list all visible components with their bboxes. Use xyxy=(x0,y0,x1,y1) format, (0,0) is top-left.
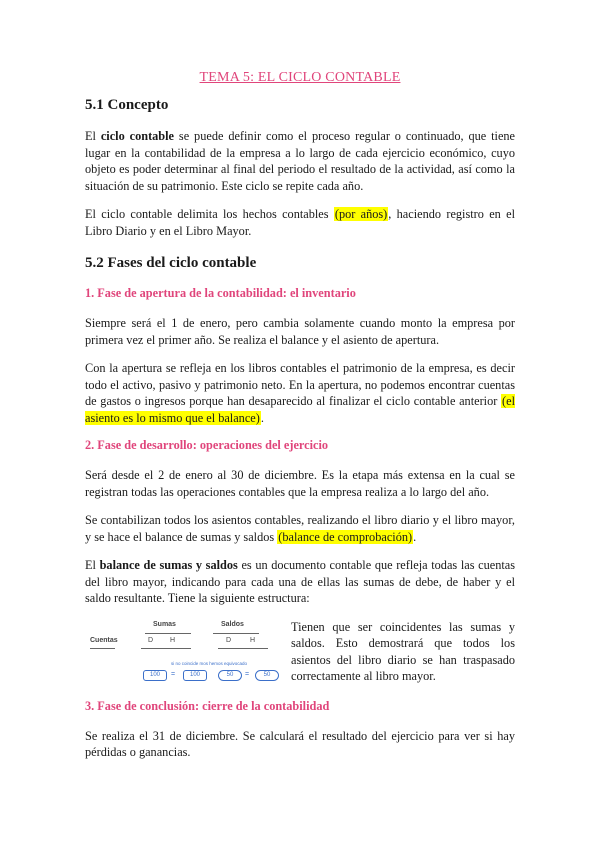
figure-value-box: 100 xyxy=(183,670,207,681)
text-run: es un documento contable que refleja todas las cuentas del libro mayor, indicando para cada una de ellas las sumas de debe, de haber y el saldo resultante. Tiene la siguiente estructura: xyxy=(85,558,516,605)
figure-value-oval: 50 xyxy=(255,670,279,681)
phase-heading-apertura: 1. Fase de apertura de la contabilidad: el inventario xyxy=(85,286,356,300)
figure-rule-cuentas xyxy=(90,648,115,649)
paragraph-desarrollo-1: Será desde el 2 de enero al 30 de diciembre. Es la etapa más extensa en la cual se registran todas las operaciones contables que la empresa realiza a lo largo del año. xyxy=(85,468,515,499)
phase-heading-desarrollo: 2. Fase de desarrollo: operaciones del ejercicio xyxy=(85,438,329,452)
document-title: TEMA 5: EL CICLO CONTABLE xyxy=(199,70,401,85)
text-run: se puede definir como el proceso regular o continuado, que tiene lugar en la contabilidad de la empresa a lo largo de cada ejercicio económico, cuyo objeto es poder determinar al final del periodo el resultado de la actividad, así como la situación de su patrimonio. Este ciclo se repite cada año. xyxy=(85,129,516,193)
figure-label-debe-sumas: D xyxy=(148,636,154,644)
paragraph-concepto-delimita xyxy=(85,206,515,239)
figure-rule-sumas-dh xyxy=(141,648,191,649)
figure-row xyxy=(85,619,515,689)
figure-equals-sign: = xyxy=(245,670,250,678)
bold-term-ciclo-contable: ciclo contable xyxy=(100,129,175,143)
paragraph-desarrollo-2 xyxy=(85,512,515,545)
section-heading-fases: 5.2 Fases del ciclo contable xyxy=(85,255,257,271)
figure-value-box: 100 xyxy=(143,670,167,681)
highlight-asiento-balance: (el asiento es lo mismo que el balance) xyxy=(85,394,515,425)
paragraph-concepto-definition xyxy=(85,128,515,194)
document-page xyxy=(85,70,515,773)
paragraph-desarrollo-3 xyxy=(85,557,515,607)
paragraph-apertura-1: Siempre será el 1 de enero, pero cambia solamente cuando monto la empresa por primera vez el primer año. Se realiza el balance y el asiento de apertura. xyxy=(85,316,515,347)
figure-label-haber-saldos: H xyxy=(250,636,256,644)
figure-label-saldos: Saldos xyxy=(221,620,244,628)
text-run: Con la apertura se refleja en los libros contables el patrimonio de la empresa, es decir todo el activo, pasivo y patrimonio neto. En la apertura, no podemos encontrar cuentas de gastos o ingresos porque han desaparecido al finalizar el ciclo contable anterior xyxy=(85,361,515,408)
highlight-por-anos: (por años) xyxy=(334,207,388,221)
text-run: El ciclo contable delimita los hechos contables xyxy=(85,207,334,221)
figure-label-debe-saldos: D xyxy=(226,636,232,644)
bold-term-balance-sumas-saldos: balance de sumas y saldos xyxy=(99,558,238,572)
figure-note: si no coincide mos hemos equivocado xyxy=(171,660,248,666)
figure-rule-saldos xyxy=(213,633,259,634)
paragraph-apertura-2 xyxy=(85,360,515,426)
figure-value-oval: 50 xyxy=(218,670,242,681)
text-run: El xyxy=(85,558,100,572)
figure-equals-sign: = xyxy=(171,670,176,678)
text-run: Se contabilizan todos los asientos contables, realizando el libro diario y el libro mayor, y se hace el balance de sumas y saldos xyxy=(85,513,515,544)
figure-rule-sumas xyxy=(145,633,191,634)
figure-label-sumas: Sumas xyxy=(153,620,176,628)
paragraph-conclusion-1: Se realiza el 31 de diciembre. Se calculará el resultado del ejercicio para ver si hay pérdidas o ganancias. xyxy=(85,728,515,759)
text-run: El xyxy=(85,129,101,143)
figure-caption-text: Tienen que ser coincidentes las sumas y saldos. Esto demostrará que todos los asientos del libro diario se han traspasado correctamente al libro mayor. xyxy=(291,619,515,683)
text-run: , haciendo registro en el Libro Diario y en el Libro Mayor. xyxy=(85,207,515,238)
text-run: . xyxy=(413,529,417,544)
section-heading-concepto: 5.1 Concepto xyxy=(85,97,169,113)
balance-structure-figure xyxy=(85,619,285,689)
text-run: . xyxy=(260,410,264,425)
phase-heading-conclusion: 3. Fase de conclusión: cierre de la contabilidad xyxy=(85,698,330,713)
figure-label-haber-sumas: H xyxy=(170,636,176,644)
highlight-balance-comprobacion: (balance de comprobación) xyxy=(278,529,413,544)
figure-label-cuentas: Cuentas xyxy=(90,636,118,644)
figure-rule-saldos-dh xyxy=(218,648,268,649)
